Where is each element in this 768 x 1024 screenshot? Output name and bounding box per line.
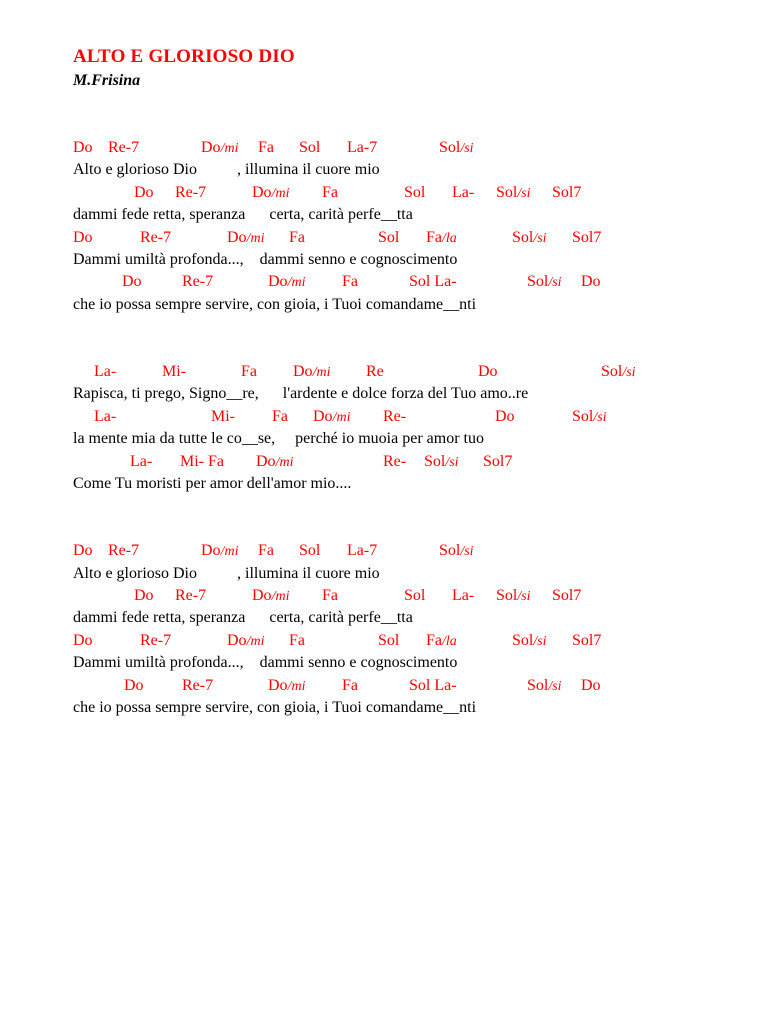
lyric-line <box>0 206 768 228</box>
chord: Sol/si <box>496 587 531 604</box>
chord-line <box>0 408 768 430</box>
chord: Do/mi <box>201 542 239 559</box>
chord: Fa <box>258 139 274 156</box>
chord: Fa <box>342 677 358 694</box>
chord: Sol/si <box>601 363 636 380</box>
chord-line <box>0 453 768 475</box>
chord: Sol <box>378 229 400 246</box>
chord: Re-7 <box>140 229 172 246</box>
chord: Sol/si <box>424 453 459 470</box>
chord: Mi- Fa <box>180 453 224 470</box>
chord: Sol7 <box>552 184 582 201</box>
chord: Sol <box>404 587 426 604</box>
chord: Fa/la <box>426 632 457 649</box>
chord: Sol <box>299 542 321 559</box>
lyric-line <box>0 475 768 497</box>
chord: Do/mi <box>268 677 306 694</box>
chord-line <box>0 542 768 564</box>
lyric: dammi fede retta, speranza certa, carità perfe__tta <box>73 206 413 223</box>
lyric-line <box>0 296 768 318</box>
chord: La- <box>452 587 475 604</box>
chord: Do <box>134 587 154 604</box>
chord-line <box>0 273 768 295</box>
chord: Re <box>366 363 384 380</box>
chord: Sol/si <box>572 408 607 425</box>
chord: Re- <box>383 408 407 425</box>
chord-line <box>0 677 768 699</box>
chord: Sol/si <box>496 184 531 201</box>
chord: Sol7 <box>483 453 513 470</box>
chord: Mi- <box>211 408 235 425</box>
chord-line <box>0 587 768 609</box>
chord: Do <box>134 184 154 201</box>
chord: Sol <box>378 632 400 649</box>
chord: Do <box>73 229 93 246</box>
chord: Do/mi <box>252 184 290 201</box>
chord: Fa/la <box>426 229 457 246</box>
chord: Sol/si <box>512 229 547 246</box>
chord: La- <box>94 408 117 425</box>
lyric: che io possa sempre servire, con gioia, i Tuoi comandame__nti <box>73 296 477 313</box>
lyric: Come Tu moristi per amor dell'amor mio.... <box>73 475 352 492</box>
chord: Do <box>73 139 93 156</box>
chord-line <box>0 229 768 251</box>
chord: Do <box>73 632 93 649</box>
chord: Re-7 <box>182 273 214 290</box>
chord: Fa <box>322 184 338 201</box>
chord: Fa <box>322 587 338 604</box>
chord: Do <box>73 542 93 559</box>
lyric: Alto e glorioso Dio , illumina il cuore mio <box>73 161 380 178</box>
chord: Re-7 <box>140 632 172 649</box>
chord: Sol/si <box>439 542 474 559</box>
chord: Re-7 <box>175 184 207 201</box>
chord: La- <box>130 453 153 470</box>
chord: La- <box>94 363 117 380</box>
chord: Do/mi <box>227 229 265 246</box>
chord: La-7 <box>347 542 378 559</box>
lyric-line <box>0 654 768 676</box>
lyric-line <box>0 251 768 273</box>
chord-line <box>0 632 768 654</box>
chord: Do/mi <box>201 139 239 156</box>
chord: Sol7 <box>572 229 602 246</box>
chord: Fa <box>272 408 288 425</box>
lyric-line <box>0 385 768 407</box>
chord: Do/mi <box>252 587 290 604</box>
lyric-line <box>0 161 768 183</box>
song-author: M.Frisina <box>73 72 141 89</box>
lyric: che io possa sempre servire, con gioia, i Tuoi comandame__nti <box>73 699 477 716</box>
chord: Do <box>581 273 601 290</box>
chord: Do/mi <box>256 453 294 470</box>
chord: Do <box>122 273 142 290</box>
chord: Fa <box>342 273 358 290</box>
chord: Do/mi <box>293 363 331 380</box>
chord: Sol/si <box>527 677 562 694</box>
chord: Sol/si <box>512 632 547 649</box>
chord: Re- <box>383 453 407 470</box>
chord-line <box>0 139 768 161</box>
lyric: la mente mia da tutte le co__se, perché io muoia per amor tuo <box>73 430 484 447</box>
chord: Sol <box>404 184 426 201</box>
chord: Re-7 <box>175 587 207 604</box>
chord: Re-7 <box>108 139 140 156</box>
lyric: dammi fede retta, speranza certa, carità perfe__tta <box>73 609 413 626</box>
chord: La- <box>452 184 475 201</box>
chord-line <box>0 363 768 385</box>
chord: Sol La- <box>409 677 457 694</box>
chord: Sol <box>299 139 321 156</box>
chord: Sol La- <box>409 273 457 290</box>
chord: Do <box>124 677 144 694</box>
chord: Do/mi <box>268 273 306 290</box>
chord: Re-7 <box>108 542 140 559</box>
chord: Do <box>478 363 498 380</box>
chord: Sol7 <box>572 632 602 649</box>
chord-line <box>0 184 768 206</box>
lyric-line <box>0 565 768 587</box>
lyric: Dammi umiltà profonda..., dammi senno e cognoscimento <box>73 251 458 268</box>
chord: Do <box>495 408 515 425</box>
chord: Sol/si <box>527 273 562 290</box>
chord: Mi- <box>162 363 186 380</box>
chord: Fa <box>258 542 274 559</box>
lyric-line <box>0 609 768 631</box>
chord: Do/mi <box>227 632 265 649</box>
lyric: Rapisca, ti prego, Signo__re, l'ardente e dolce forza del Tuo amo..re <box>73 385 529 402</box>
chord: Fa <box>289 632 305 649</box>
lyric-line <box>0 430 768 452</box>
chord: Do <box>581 677 601 694</box>
song-title: ALTO E GLORIOSO DIO <box>73 46 295 67</box>
lyric: Alto e glorioso Dio , illumina il cuore mio <box>73 565 380 582</box>
lyric: Dammi umiltà profonda..., dammi senno e cognoscimento <box>73 654 458 671</box>
chord: Sol7 <box>552 587 582 604</box>
chord: Sol/si <box>439 139 474 156</box>
chord: Fa <box>289 229 305 246</box>
chord: Fa <box>241 363 257 380</box>
chord: La-7 <box>347 139 378 156</box>
lyric-line <box>0 699 768 721</box>
chord: Do/mi <box>313 408 351 425</box>
chord: Re-7 <box>182 677 214 694</box>
